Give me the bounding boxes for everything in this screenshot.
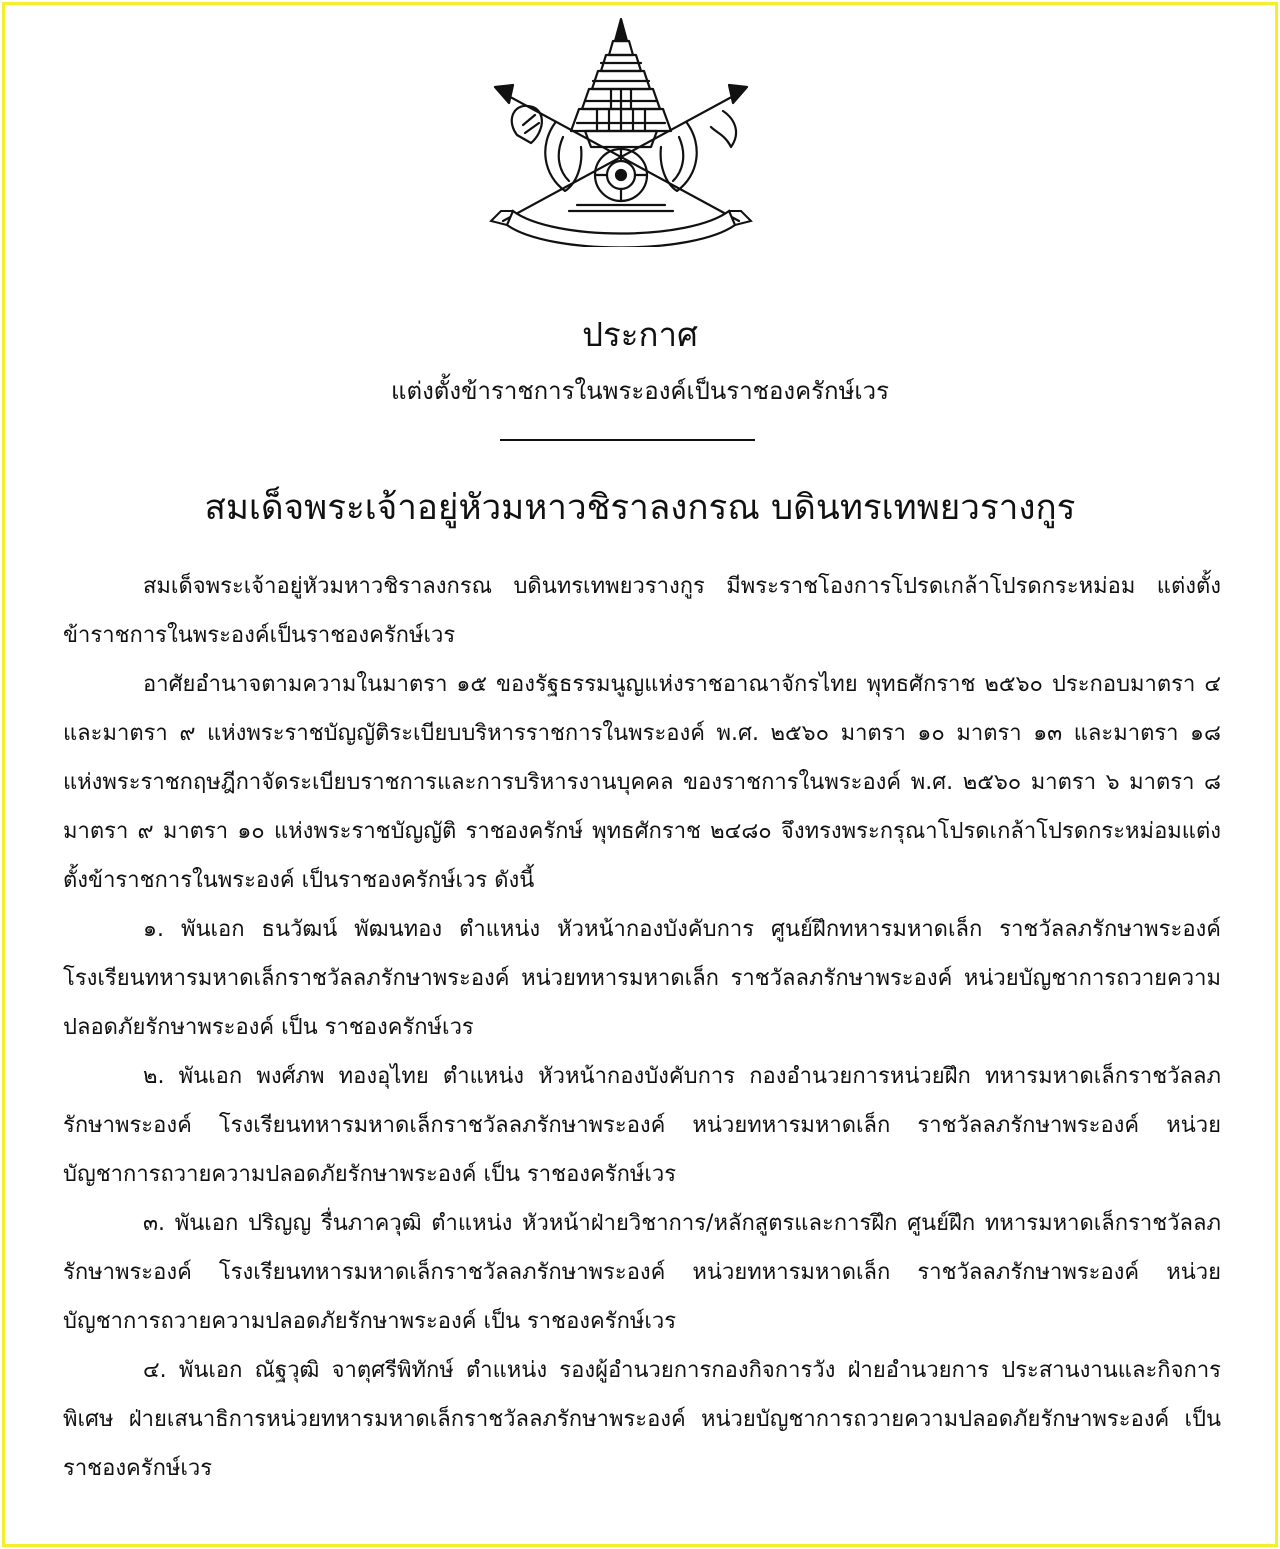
page-subtitle: แต่งตั้งข้าราชการในพระองค์เป็นราชองครักษ์เวร [391,377,889,405]
paragraph-intro: สมเด็จพระเจ้าอยู่หัวมหาวชิราลงกรณ บดินทรเทพยวรางกูร มีพระราชโองการโปรดเกล้าโปรดกระหม่อม แต่งตั้งข้าราชการในพระองค์เป็นราชองครักษ์เวร [63,574,1221,648]
paragraph-appointee-2: ๒. พันเอก พงศ์ภพ ทองอุไทย ตำแหน่ง หัวหน้ากองบังคับการ กองอำนวยการหน่วยฝึก ทหารมหาดเล็กราชวัลลภรักษาพระองค์ โรงเรียนทหารมหาดเล็กราชวัลลภรักษาพระองค์ หน่วยทหารมหาดเล็ก ราชวัลลภรักษาพระองค์ หน่วยบัญชาการถวายความปลอดภัยรักษาพระองค์ เป็น ราชองครักษ์เวร [63,1064,1221,1187]
paragraph-appointee-4: ๔. พันเอก ณัฐวุฒิ จาตุศรีพิทักษ์ ตำแหน่ง รองผู้อำนวยการกองกิจการวัง ฝ่ายอำนวยการ ประสานงานและกิจการพิเศษ ฝ่ายเสนาธิการหน่วยทหารมหาดเล็กราชวัลลภรักษาพระองค์ หน่วยบัญชาการถวายความปลอดภัยรักษาพระองค์ เป็น ราชองครักษ์เวร [63,1358,1221,1481]
king-name-heading: สมเด็จพระเจ้าอยู่หัวมหาวชิราลงกรณ บดินทรเทพยวรางกูร [204,488,1076,528]
paragraph-appointee-3: ๓. พันเอก ปริญญ รื่นภาควุฒิ ตำแหน่ง หัวหน้าฝ่ายวิชาการ/หลักสูตรและการฝึก ศูนย์ฝึก ทหารมหาดเล็กราชวัลลภรักษาพระองค์ โรงเรียนทหารมหาดเล็กราชวัลลภรักษาพระองค์ หน่วยทหารมหาดเล็ก ราชวัลลภรักษาพระองค์ หน่วยบัญชาการถวายความปลอดภัยรักษาพระองค์ เป็น ราชองครักษ์เวร [63,1211,1221,1334]
announcement-page [5,5,1275,1544]
page-title: ประกาศ [582,315,698,354]
title-divider [500,439,755,441]
announcement-body [63,562,1221,1493]
paragraph-legal-basis: อาศัยอำนาจตามความในมาตรา ๑๕ ของรัฐธรรมนูญแห่งราชอาณาจักรไทย พุทธศักราช ๒๕๖๐ ประกอบมาตรา ๔ และมาตรา ๙ แห่งพระราชบัญญัติระเบียบบริหารราชการในพระองค์ พ.ศ. ๒๕๖๐ มาตรา ๑๐ มาตรา ๑๓ และมาตรา ๑๘ แห่งพระราชกฤษฎีกาจัดระเบียบราชการและการบริหารงานบุคคล ของราชการในพระองค์ พ.ศ. ๒๕๖๐ มาตรา ๖ มาตรา ๘ มาตรา ๙ มาตรา ๑๐ แห่งพระราชบัญญัติ ราชองครักษ์ พุทธศักราช ๒๔๘๐ จึงทรงพระกรุณาโปรดเกล้าโปรดกระหม่อมแต่งตั้งข้าราชการในพระองค์ เป็นราชองครักษ์เวร ดังนี้ [63,672,1221,893]
paragraph-appointee-1: ๑. พันเอก ธนวัฒน์ พัฒนทอง ตำแหน่ง หัวหน้ากองบังคับการ ศูนย์ฝึกทหารมหาดเล็ก ราชวัลลภรักษาพระองค์ โรงเรียนทหารมหาดเล็กราชวัลลภรักษาพระองค์ หน่วยทหารมหาดเล็ก ราชวัลลภรักษาพระองค์ หน่วยบัญชาการถวายความปลอดภัยรักษาพระองค์ เป็น ราชองครักษ์เวร [63,917,1221,1040]
royal-emblem-icon [473,15,769,247]
page-frame [2,2,1278,1547]
